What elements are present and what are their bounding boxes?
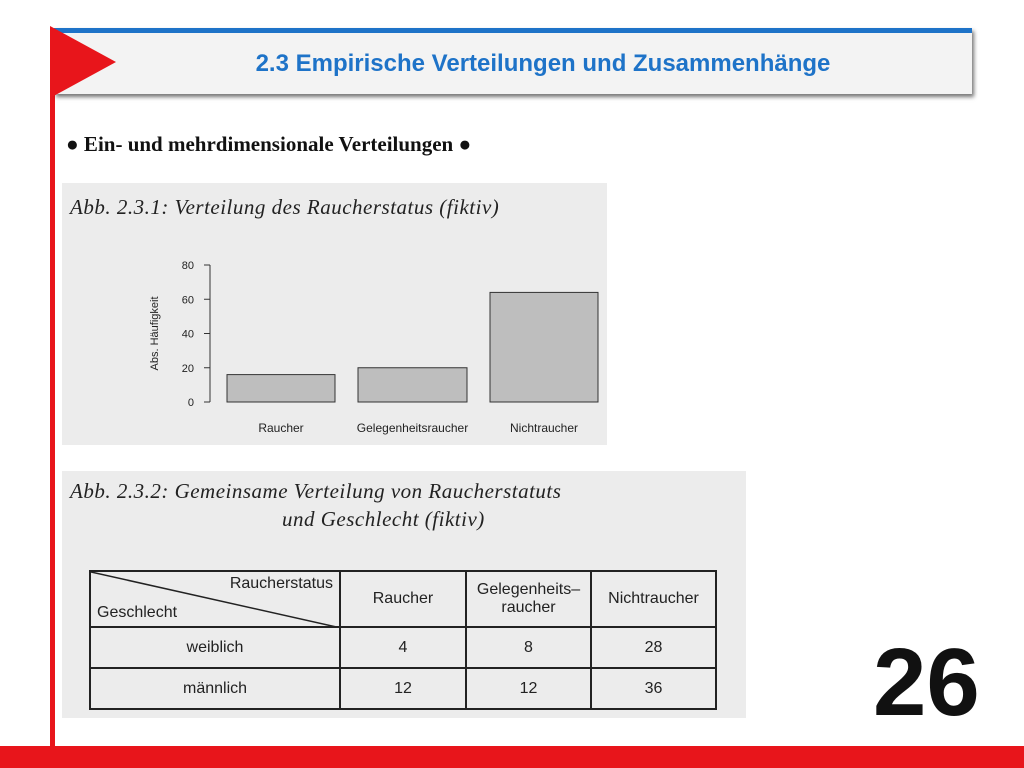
header-banner bbox=[54, 28, 972, 94]
row-label-weiblich: weiblich bbox=[90, 627, 340, 668]
slide-title: 2.3 Empirische Verteilungen und Zusammenhänge bbox=[255, 50, 831, 77]
table-corner-cell bbox=[90, 571, 340, 627]
figure2-caption-line1: Abb. 2.3.2: Gemeinsame Verteilung von Raucherstatuts bbox=[70, 479, 562, 503]
x-tick-label: Nichtraucher bbox=[509, 421, 579, 435]
left-red-bar bbox=[50, 40, 55, 768]
table-cell: 4 bbox=[340, 627, 466, 668]
table-cell: 36 bbox=[591, 668, 716, 709]
figure1-caption: Abb. 2.3.1: Verteilung des Raucherstatus (fiktiv) bbox=[70, 195, 500, 219]
bar-raucher bbox=[227, 375, 335, 402]
bar-nichtraucher bbox=[490, 292, 598, 402]
y-tick-label: 40 bbox=[181, 328, 194, 341]
table-header-row bbox=[90, 571, 716, 627]
row-label-maennlich: männlich bbox=[90, 668, 340, 709]
table-cell: 8 bbox=[466, 627, 591, 668]
figure2-caption-line2: und Geschlecht (fiktiv) bbox=[282, 507, 485, 531]
corner-label-raucherstatus: Raucherstatus bbox=[229, 575, 333, 592]
y-axis-label: Abs. Häufigkeit bbox=[149, 296, 161, 371]
bar-chart bbox=[62, 183, 607, 445]
y-tick-label: 60 bbox=[181, 294, 194, 307]
column-header-gelegenheitsraucher: Gelegenheits– raucher bbox=[466, 571, 591, 627]
x-tick-label: Raucher bbox=[258, 421, 304, 435]
table-cell: 28 bbox=[591, 627, 716, 668]
page-number: 26 bbox=[873, 629, 980, 736]
column-header-raucher: Raucher bbox=[340, 571, 466, 627]
bottom-red-bar bbox=[0, 746, 1024, 768]
figure-bar-chart bbox=[62, 183, 607, 445]
y-tick-label: 80 bbox=[181, 260, 194, 272]
corner-label-geschlecht: Geschlecht bbox=[97, 604, 178, 621]
y-tick-label: 0 bbox=[187, 397, 194, 409]
bar-gelegenheitsraucher bbox=[358, 368, 467, 402]
table-row bbox=[90, 668, 716, 709]
x-tick-label: Gelegenheitsraucher bbox=[356, 421, 469, 435]
contingency-table bbox=[89, 570, 717, 710]
section-subtitle: ● Ein- und mehrdimensionale Verteilungen ● bbox=[66, 132, 472, 156]
column-header-nichtraucher: Nichtraucher bbox=[591, 571, 716, 627]
table-row bbox=[90, 627, 716, 668]
table-cell: 12 bbox=[466, 668, 591, 709]
y-tick-label: 20 bbox=[181, 362, 194, 375]
red-flag-icon bbox=[50, 26, 120, 98]
figure-contingency-table bbox=[62, 471, 746, 718]
table-cell: 12 bbox=[340, 668, 466, 709]
